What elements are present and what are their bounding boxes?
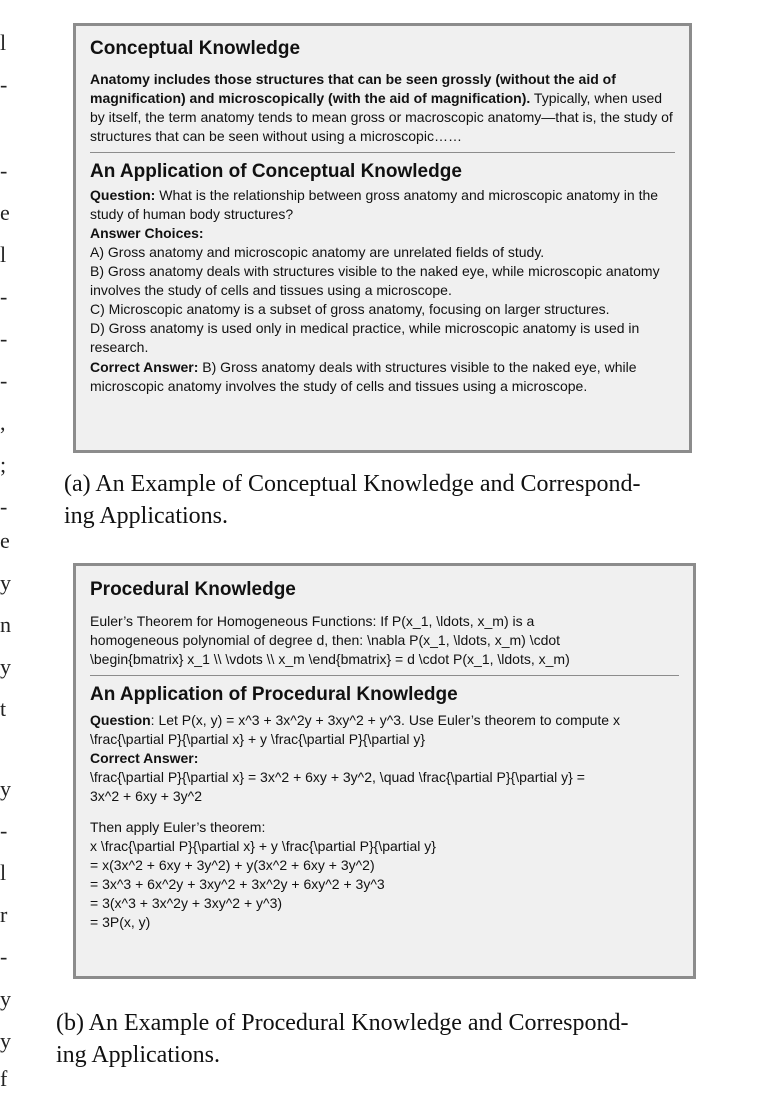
derivation-line: = 3P(x, y) bbox=[90, 914, 151, 930]
caption-b bbox=[56, 1007, 629, 1071]
derivation bbox=[90, 818, 679, 932]
fragment: - bbox=[0, 72, 8, 97]
fragment: n bbox=[0, 612, 11, 637]
procedural-knowledge-box bbox=[73, 563, 696, 979]
answer-choice: A) Gross anatomy and microscopic anatomy are unrelated fields of study. bbox=[90, 244, 545, 260]
fragment: y bbox=[0, 654, 11, 679]
fragment: - bbox=[0, 284, 8, 309]
caption-a-line2: ing Applications. bbox=[64, 503, 228, 529]
caption-b-line2: ing Applications. bbox=[56, 1042, 220, 1068]
fragment: - bbox=[0, 326, 8, 351]
fragment: t bbox=[0, 696, 7, 721]
question-text: : Let P(x, y) = x^3 + 3x^2y + 3xy^2 + y^3. Use Euler’s theorem to compute x \frac{\partial P}{\partial x} + y \frac{\partial P}{\partial y} bbox=[90, 712, 620, 747]
caption-a bbox=[64, 468, 641, 532]
conceptual-heading: Conceptual Knowledge bbox=[90, 38, 301, 59]
theorem bbox=[90, 612, 679, 669]
left-column-fragments bbox=[0, 0, 14, 1099]
conceptual-paragraph bbox=[90, 70, 675, 146]
fragment: y bbox=[0, 986, 11, 1011]
fragment: y bbox=[0, 1028, 11, 1053]
fragment: y bbox=[0, 570, 11, 595]
conceptual-lead-rest: Typically, when used by itself, the term anatomy tends to mean gross or macroscopic anatomy—that is, the study of structures that can be seen without using a microscopic…… bbox=[90, 90, 673, 144]
fragment: - bbox=[0, 494, 8, 519]
derivation-line: x \frac{\partial P}{\partial x} + y \frac{\partial P}{\partial y} bbox=[90, 838, 436, 854]
correct-answer-label: Correct Answer: bbox=[90, 750, 199, 766]
derivation-line: Then apply Euler’s theorem: bbox=[90, 819, 266, 835]
conceptual-application-heading: An Application of Conceptual Knowledge bbox=[90, 161, 462, 182]
answer-choices-label: Answer Choices: bbox=[90, 225, 204, 241]
fragment: e bbox=[0, 200, 10, 225]
correct-answer bbox=[90, 358, 675, 396]
fragment: - bbox=[0, 368, 8, 393]
fragment: l bbox=[0, 242, 7, 267]
derivation-line: = 3x^3 + 6x^2y + 3xy^2 + 3x^2y + 6xy^2 + 3y^3 bbox=[90, 876, 385, 892]
conceptual-lead-bold: Anatomy includes those structures that can be seen grossly (without the aid of magnification) and microscopically (with the aid of magnification). bbox=[90, 71, 616, 106]
correct-answer-text: B) Gross anatomy deals with structures visible to the naked eye, while microscopic anatomy involves the study of cells and tissues using a microscope. bbox=[90, 359, 637, 394]
theorem-line: \begin{bmatrix} x_1 \\ \vdots \\ x_m \end{bmatrix} = d \cdot P(x_1, \ldots, x_m) bbox=[90, 651, 570, 667]
fragment: l bbox=[0, 30, 7, 55]
fragment: - bbox=[0, 944, 8, 969]
fragment: f bbox=[0, 1066, 8, 1091]
fragment: y bbox=[0, 776, 11, 801]
fragment: - bbox=[0, 818, 8, 843]
answer-choice: C) Microscopic anatomy is a subset of gross anatomy, focusing on larger structures. bbox=[90, 301, 610, 317]
caption-b-line1: (b) An Example of Procedural Knowledge and Correspond- bbox=[56, 1010, 629, 1036]
question bbox=[90, 711, 679, 749]
fragment: e bbox=[0, 528, 10, 553]
question-label: Question bbox=[90, 712, 151, 728]
answer-choice: D) Gross anatomy is used only in medical practice, while microscopic anatomy is used in research. bbox=[90, 320, 640, 355]
fragment: - bbox=[0, 158, 8, 183]
conceptual-knowledge-box bbox=[73, 23, 692, 453]
theorem-line: homogeneous polynomial of degree d, then: \nabla P(x_1, \ldots, x_m) \cdot bbox=[90, 632, 561, 648]
question-text: What is the relationship between gross anatomy and microscopic anatomy in the study of human body structures? bbox=[90, 187, 659, 222]
answer-line: 3x^2 + 6xy + 3y^2 bbox=[90, 788, 202, 804]
caption-a-line1: (a) An Example of Conceptual Knowledge and Correspond- bbox=[64, 471, 641, 497]
theorem-line: Euler’s Theorem for Homogeneous Functions: If P(x_1, \ldots, x_m) is a bbox=[90, 613, 535, 629]
question-label: Question: bbox=[90, 187, 156, 203]
fragment: l bbox=[0, 860, 7, 885]
derivation-line: = 3(x^3 + 3x^2y + 3xy^2 + y^3) bbox=[90, 895, 283, 911]
fragment: ; bbox=[0, 452, 7, 477]
answer-choice: B) Gross anatomy deals with structures visible to the naked eye, while microscopic anatomy involves the study of cells and tissues using a microscope. bbox=[90, 263, 660, 298]
procedural-application-heading: An Application of Procedural Knowledge bbox=[90, 684, 458, 705]
fragment: r bbox=[0, 902, 8, 927]
fragment: , bbox=[0, 410, 6, 435]
correct-answer-label: Correct Answer: bbox=[90, 359, 199, 375]
answer-line: \frac{\partial P}{\partial x} = 3x^2 + 6xy + 3y^2, \quad \frac{\partial P}{\partial y} = bbox=[90, 769, 585, 785]
question bbox=[90, 186, 675, 224]
procedural-heading: Procedural Knowledge bbox=[90, 579, 296, 600]
derivation-line: = x(3x^2 + 6xy + 3y^2) + y(3x^2 + 6xy + 3y^2) bbox=[90, 857, 375, 873]
